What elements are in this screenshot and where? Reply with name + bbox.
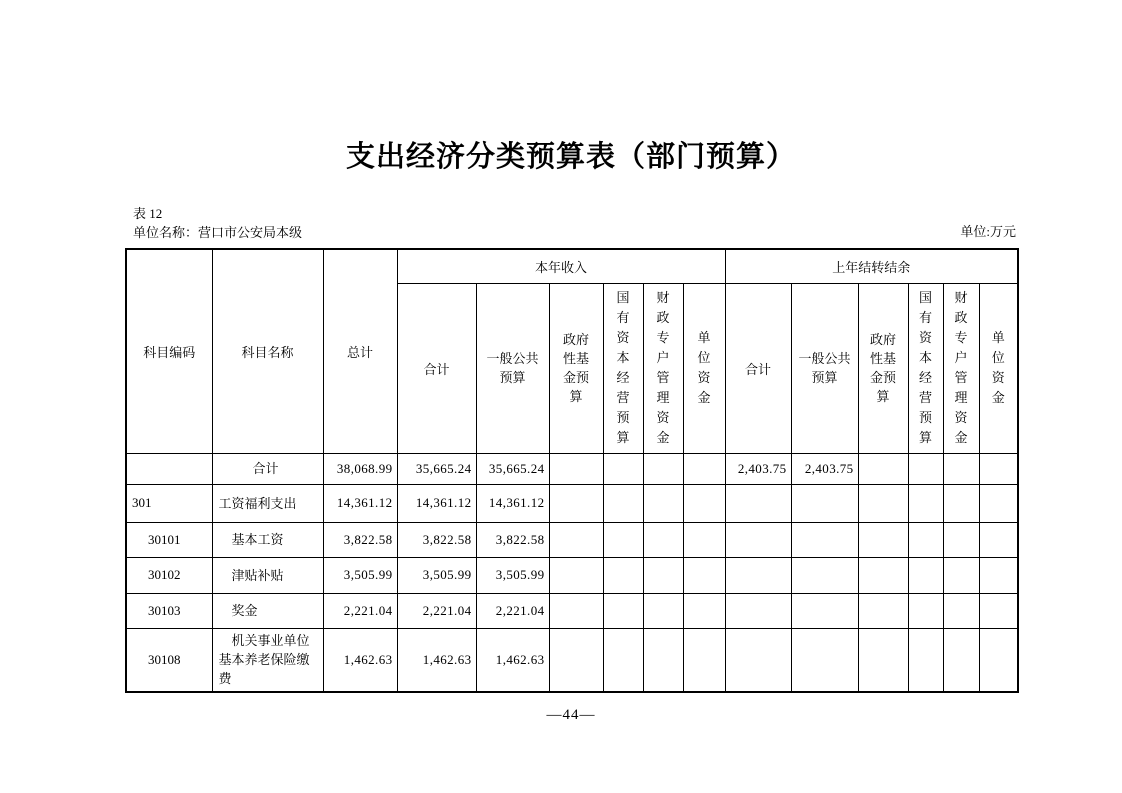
value-cell: [725, 484, 791, 522]
value-cell: 1,462.63: [476, 628, 549, 692]
value-cell: 2,403.75: [725, 453, 791, 484]
value-cell: [549, 593, 603, 628]
unit-name-label: 单位名称：营口市公安局本级: [133, 225, 303, 240]
value-cell: [791, 484, 858, 522]
value-cell: [943, 522, 979, 557]
table-row: [126, 557, 1018, 593]
value-cell: [858, 557, 908, 593]
sub-header-cy-government-fund-budget-label: 政府性基金预算: [562, 332, 589, 404]
table-row: [126, 628, 1018, 692]
subject-name-cell: 机关事业单位基本养老保险缴费: [212, 628, 323, 692]
group-header-current-year-income: 本年收入: [397, 249, 725, 283]
value-cell: [683, 484, 725, 522]
value-cell: [549, 484, 603, 522]
value-cell: [683, 593, 725, 628]
value-cell: [683, 628, 725, 692]
value-cell: 3,822.58: [476, 522, 549, 557]
value-cell: [549, 557, 603, 593]
subject-code-cell: 30108: [126, 628, 212, 692]
value-cell: [979, 593, 1018, 628]
value-cell: 2,221.04: [397, 593, 476, 628]
sub-header-cy-unit-funds-label: 单位资金: [697, 330, 711, 405]
col-header-grand-total: 总计: [323, 249, 397, 453]
sub-header-py-total-label: 合计: [745, 361, 772, 377]
value-cell: [725, 593, 791, 628]
value-cell: [603, 453, 643, 484]
value-cell: [943, 453, 979, 484]
value-cell: 3,505.99: [476, 557, 549, 593]
col-header-subject-code: 科目编码: [126, 249, 212, 453]
sub-header-py-fiscal-account-funds: [943, 283, 979, 453]
value-cell: 2,221.04: [476, 593, 549, 628]
subject-name-cell: 奖金: [212, 593, 323, 628]
value-cell: 38,068.99: [323, 453, 397, 484]
value-cell: 35,665.24: [397, 453, 476, 484]
subject-code-cell: 301: [126, 484, 212, 522]
sub-header-cy-total-label: 合计: [423, 361, 450, 377]
value-cell: [643, 522, 683, 557]
value-cell: [979, 484, 1018, 522]
value-cell: [791, 628, 858, 692]
sub-header-cy-fiscal-account-funds-label: 财政专户管理资金: [656, 290, 670, 445]
subject-code-cell: 30101: [126, 522, 212, 557]
value-cell: [643, 593, 683, 628]
value-cell: [725, 628, 791, 692]
col-header-subject-name: 科目名称: [212, 249, 323, 453]
table-number-label: 表 12: [133, 206, 163, 221]
sub-header-cy-state-capital-budget-label: 国有资本经营预算: [616, 290, 630, 445]
value-cell: [858, 593, 908, 628]
value-cell: [908, 453, 943, 484]
value-cell: [858, 484, 908, 522]
subject-name-cell: 基本工资: [212, 522, 323, 557]
value-cell: [858, 522, 908, 557]
value-cell: [908, 522, 943, 557]
subject-code-cell: [126, 453, 212, 484]
value-cell: [791, 593, 858, 628]
value-cell: [943, 557, 979, 593]
sub-header-cy-fiscal-account-funds: [643, 283, 683, 453]
sub-header-py-general-public-budget: [791, 283, 858, 453]
value-cell: [683, 522, 725, 557]
value-cell: [979, 453, 1018, 484]
sub-header-py-general-public-budget-label: 一般公共预算: [798, 351, 851, 385]
sub-header-py-government-fund-budget: [858, 283, 908, 453]
value-cell: [725, 557, 791, 593]
sub-header-cy-government-fund-budget: [549, 283, 603, 453]
sub-header-py-fiscal-account-funds-label: 财政专户管理资金: [954, 290, 968, 445]
value-cell: [603, 557, 643, 593]
value-cell: 1,462.63: [397, 628, 476, 692]
sub-header-py-unit-funds: [979, 283, 1018, 453]
sub-header-py-state-capital-budget: [908, 283, 943, 453]
sub-header-cy-state-capital-budget: [603, 283, 643, 453]
sub-header-cy-general-public-budget-label: 一般公共预算: [486, 351, 539, 385]
value-cell: [643, 557, 683, 593]
sub-header-py-total: [725, 283, 791, 453]
value-cell: [791, 557, 858, 593]
value-cell: [603, 484, 643, 522]
table-row: [126, 484, 1018, 522]
value-cell: [943, 628, 979, 692]
value-cell: [908, 628, 943, 692]
value-cell: [725, 522, 791, 557]
value-cell: 3,505.99: [397, 557, 476, 593]
value-cell: [603, 593, 643, 628]
page-number: —44—: [546, 707, 596, 723]
sub-header-py-state-capital-budget-label: 国有资本经营预算: [919, 290, 933, 445]
value-cell: [943, 593, 979, 628]
value-cell: 35,665.24: [476, 453, 549, 484]
unit-of-measure-label: 单位:万元: [960, 224, 1016, 239]
value-cell: [643, 484, 683, 522]
sub-header-cy-unit-funds: [683, 283, 725, 453]
subject-code-cell: 30102: [126, 557, 212, 593]
table-row: [126, 593, 1018, 628]
table-body: [126, 453, 1018, 692]
sub-header-cy-general-public-budget: [476, 283, 549, 453]
value-cell: [549, 522, 603, 557]
budget-table: [125, 248, 1019, 693]
value-cell: [858, 453, 908, 484]
sub-header-cy-total: [397, 283, 476, 453]
value-cell: 1,462.63: [323, 628, 397, 692]
group-header-prior-year-carryover: 上年结转结余: [725, 249, 1018, 283]
value-cell: [603, 522, 643, 557]
value-cell: [858, 628, 908, 692]
value-cell: [549, 628, 603, 692]
value-cell: [683, 453, 725, 484]
value-cell: 3,505.99: [323, 557, 397, 593]
value-cell: [549, 453, 603, 484]
subject-name-cell: 工资福利支出: [212, 484, 323, 522]
table-row: [126, 453, 1018, 484]
page-title: 支出经济分类预算表（部门预算）: [345, 141, 796, 173]
subject-name-cell: 津贴补贴: [212, 557, 323, 593]
value-cell: 14,361.12: [323, 484, 397, 522]
value-cell: 14,361.12: [397, 484, 476, 522]
value-cell: [908, 593, 943, 628]
value-cell: 2,221.04: [323, 593, 397, 628]
value-cell: [979, 557, 1018, 593]
value-cell: [791, 522, 858, 557]
value-cell: [643, 628, 683, 692]
value-cell: 2,403.75: [791, 453, 858, 484]
subject-name-cell: 合计: [212, 453, 323, 484]
subject-code-cell: 30103: [126, 593, 212, 628]
value-cell: [603, 628, 643, 692]
value-cell: [979, 628, 1018, 692]
sub-header-py-government-fund-budget-label: 政府性基金预算: [870, 332, 897, 404]
value-cell: 3,822.58: [323, 522, 397, 557]
sub-header-py-unit-funds-label: 单位资金: [991, 330, 1005, 405]
value-cell: [979, 522, 1018, 557]
value-cell: 3,822.58: [397, 522, 476, 557]
value-cell: [643, 453, 683, 484]
value-cell: [908, 557, 943, 593]
value-cell: 14,361.12: [476, 484, 549, 522]
table-row: [126, 522, 1018, 557]
value-cell: [943, 484, 979, 522]
group-header-row: [126, 249, 1018, 283]
value-cell: [683, 557, 725, 593]
value-cell: [908, 484, 943, 522]
